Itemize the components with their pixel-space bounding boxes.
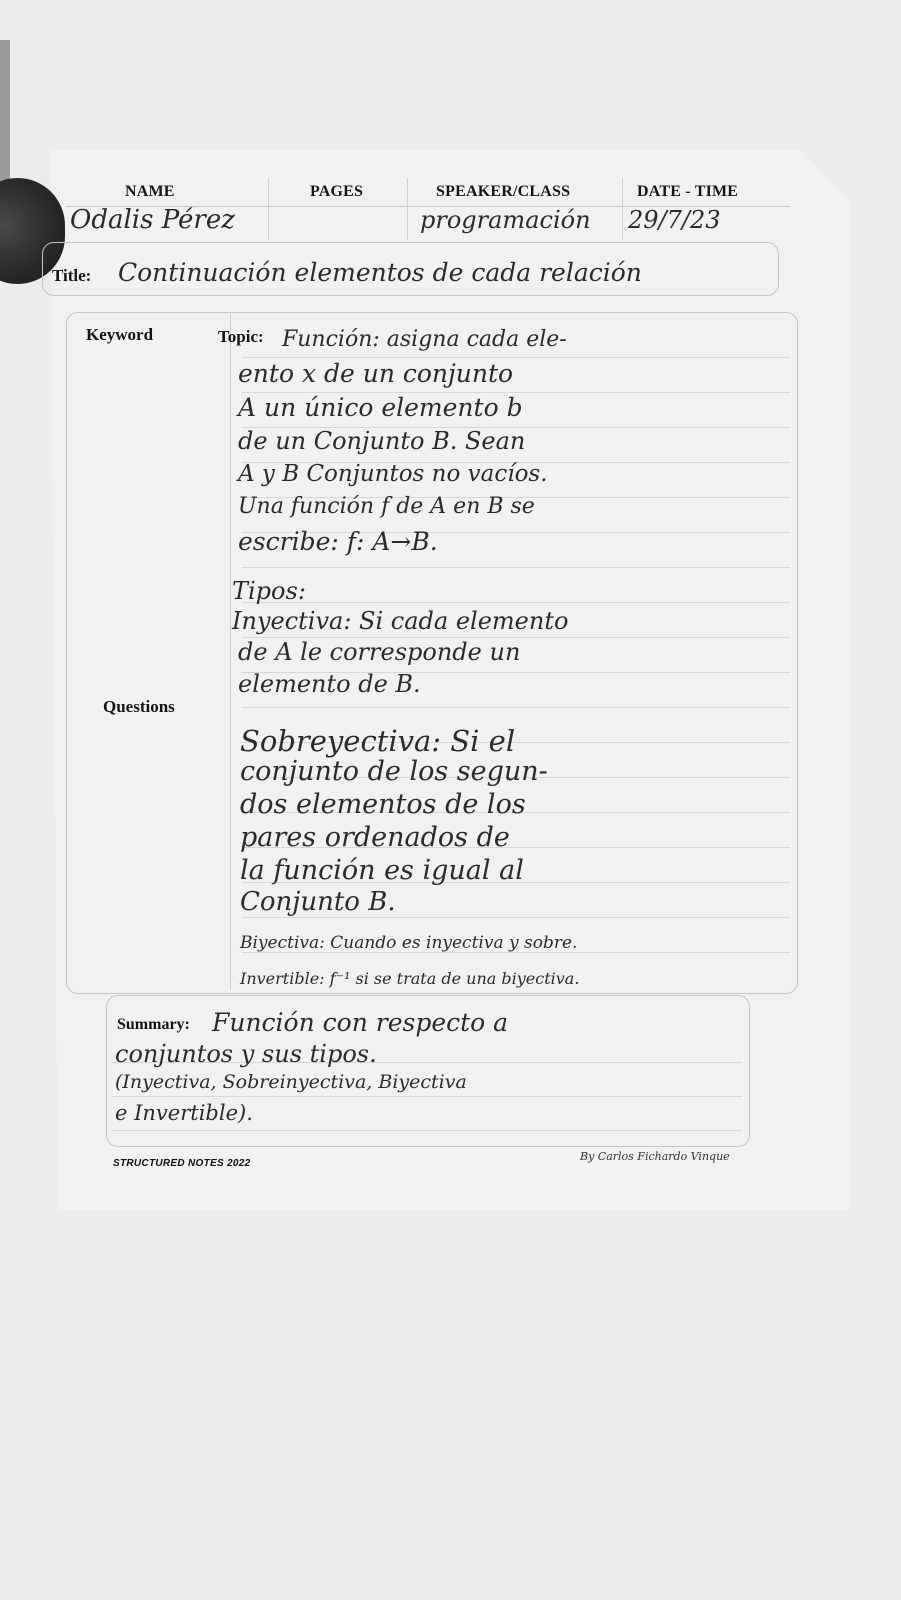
- ruled-line: [242, 602, 790, 603]
- footer-brand: STRUCTURED NOTES 2022: [113, 1158, 251, 1169]
- summary-line: Función con respecto a: [212, 1008, 509, 1037]
- topic-line: Función: asigna cada ele-: [282, 327, 567, 352]
- speaker-class-header: SPEAKER/CLASS: [436, 183, 571, 200]
- topic-line: Una función f de A en B se: [238, 494, 535, 519]
- date-value: 29/7/23: [628, 206, 721, 234]
- ruled-line: [112, 1096, 742, 1097]
- header-separator: [622, 178, 623, 240]
- ruled-line: [242, 707, 790, 708]
- sobreyectiva-line: pares ordenados de: [240, 822, 510, 853]
- sobreyectiva-line: la función es igual al: [240, 855, 524, 886]
- sobreyectiva-line: dos elementos de los: [240, 789, 526, 820]
- topic-line: escribe: f: A→B.: [238, 527, 438, 556]
- ruled-line: [242, 357, 790, 358]
- sobreyectiva-line: Sobreyectiva: Si el: [240, 724, 516, 758]
- topic-line: A y B Conjuntos no vacíos.: [238, 461, 548, 487]
- tipos-line: elemento de B.: [238, 670, 421, 698]
- sobreyectiva-line: conjunto de los segun-: [240, 756, 548, 787]
- header-separator: [407, 178, 408, 240]
- keyword-column-divider: [230, 314, 231, 990]
- speaker-class-value: programación: [420, 206, 591, 234]
- topic-label: Topic:: [218, 327, 264, 346]
- sobreyectiva-line: Conjunto B.: [240, 887, 396, 917]
- name-header: NAME: [125, 183, 175, 200]
- header-separator: [268, 178, 269, 240]
- ruled-line: [242, 567, 790, 568]
- questions-label: Questions: [103, 697, 175, 716]
- date-time-header: DATE - TIME: [637, 183, 739, 200]
- title-value: Continuación elementos de cada relación: [118, 258, 642, 287]
- title-label: Title:: [52, 266, 92, 285]
- pages-header: PAGES: [310, 183, 364, 200]
- keyword-label: Keyword: [86, 325, 154, 344]
- summary-line: (Inyectiva, Sobreinyectiva, Biyectiva: [115, 1071, 467, 1093]
- topic-line: ento x de un conjunto: [238, 359, 514, 388]
- topic-line: de un Conjunto B. Sean: [238, 427, 526, 455]
- summary-line: e Invertible).: [115, 1101, 253, 1125]
- tipos-line: Inyectiva: Si cada elemento: [232, 607, 569, 635]
- summary-label: Summary:: [117, 1016, 190, 1033]
- summary-line: conjuntos y sus tipos.: [115, 1040, 377, 1068]
- tipos-line: de A le corresponde un: [238, 638, 521, 666]
- ruled-line: [242, 917, 790, 918]
- footer-credit: By Carlos Fichardo Vinque: [580, 1150, 730, 1163]
- name-value: Odalis Pérez: [70, 205, 235, 235]
- ruled-line: [112, 1130, 742, 1131]
- topic-line: A un único elemento b: [238, 393, 523, 422]
- invertible-line: Invertible: f⁻¹ si se trata de una biyectiva.: [240, 969, 580, 988]
- tipos-line: Tipos:: [232, 577, 306, 605]
- biyectiva-line: Biyectiva: Cuando es inyectiva y sobre.: [240, 933, 578, 953]
